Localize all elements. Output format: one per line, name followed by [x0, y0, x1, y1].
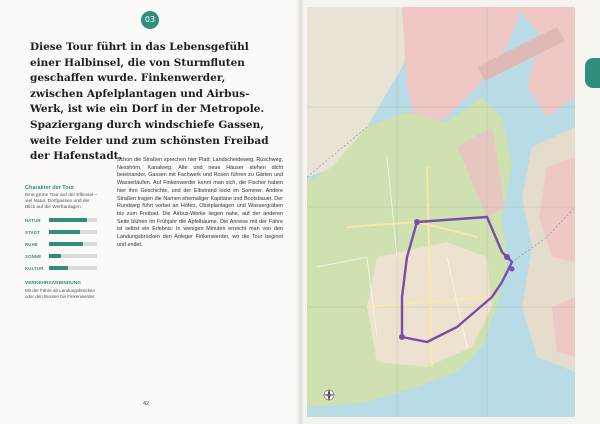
sidebar — [25, 185, 100, 300]
sidebar-title: Charakter der Tour — [25, 185, 75, 191]
rating-fill — [49, 254, 61, 258]
rating-row — [25, 241, 100, 247]
rating-fill — [49, 266, 68, 270]
body-text: Schon die Straßen sprechen hier Platt: Landscheideweg, Rüschweg, Nesshörn, Kanalweg. Alte und neue Häuser stehen dicht beieinander, Gassen mit Fachwerk und Rosen führen zu Gärten und Wasserläufen. Auf Finkenwerder kennt man sich, die Fischer haben hier ihre Geschichte, und der Elbstrand lockt im Sommer. Andere Straßen tragen die Namen ehemaliger Kapitäne und Bootsbauer. Der Rundweg führt vorbei an Höfen, Obstplantagen und Wassergräben bis zum Freibad. Die Airbus-Werke liegen nahe, auf der anderen Seite blühen im Frühjahr die Apfelbäume. Die Anreise mit der Fähre ist selbst ein Erlebnis: In wenigen Minuten erreicht man von den Landungsbrücken den Anleger Finkenwerder, wo die Tour beginnt und endet. — [117, 157, 283, 248]
gutter — [296, 0, 304, 424]
rating-label: RUHE — [25, 241, 38, 247]
rating-label: STADT — [25, 229, 41, 235]
route-marker — [399, 334, 405, 340]
rating-bar — [49, 230, 97, 234]
tour-number-badge: 03 — [141, 11, 159, 29]
lead-paragraph: Diese Tour führt in das Lebensgefühl einer Halbinsel, die von Sturmfluten geschaffen wurde. Finkenwerder, zwischen Apfelplantagen und Airbus-Werk, ist wie ein Dorf in der Metropole. Spaziergang durch windschiefe Gassen, weite Felder und zum schönsten Freibad der Hafenstadt. — [30, 41, 269, 163]
rating-list — [25, 217, 100, 271]
transport-title: VERKEHRSANBINDUNG — [25, 281, 81, 286]
page-number: 42 — [143, 401, 150, 407]
rating-bar — [49, 254, 97, 258]
route-map[interactable] — [307, 7, 575, 417]
rating-label: SONNE — [25, 253, 42, 259]
route-marker — [510, 267, 515, 272]
route-marker — [504, 254, 510, 260]
rating-row — [25, 217, 100, 223]
rating-bar — [49, 218, 97, 222]
rating-label: KULTUR — [25, 265, 44, 271]
rating-fill — [49, 218, 87, 222]
rating-fill — [49, 230, 80, 234]
rating-label: NATUR — [25, 217, 41, 223]
rating-bar — [49, 266, 97, 270]
route-marker — [414, 219, 420, 225]
chapter-tab[interactable] — [585, 58, 600, 88]
rating-bar — [49, 242, 97, 246]
sidebar-text: Eine grüne Tour auf der Elbinsel – viel Natur, Dorfgassen und der Blick auf die Werftanlagen. — [25, 193, 98, 210]
rating-row — [25, 229, 100, 235]
rating-row — [25, 265, 100, 271]
rating-row — [25, 253, 100, 259]
rating-fill — [49, 242, 83, 246]
transport-text: Mit der Fähre ab Landungsbrücken oder den Bussen bis Finkenwerder. — [25, 288, 96, 299]
